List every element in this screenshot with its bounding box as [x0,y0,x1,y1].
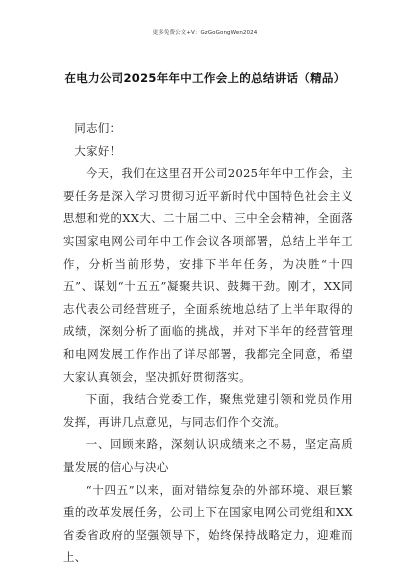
header-note: 更多免费公文+V：GzGoGongWen2024 [152,30,258,36]
greeting: 大家好！ [74,143,122,158]
paragraph: 下面，我结合党委工作，聚焦党建引领和党员作用发挥，再讲几点意见，与同志们作个交流。 [63,392,353,429]
document-body [63,117,353,569]
paragraph: 今天，我们在这里召开公司2025年年中工作会，主要任务是深入学习贯彻习近平新时代中国特色社会主义思想和党的XX大、二十届二中、三中全会精神，全面落实国家电网公司年中工作会议各项部署，总结上半年工作，分析当前形势，安排下半年任务，为决胜“十四五”、谋划“十五五”凝聚共识、鼓舞干劲。刚才，XX同志代表公司经营班子，全面系统地总结了上半年取得的成绩，深刻分析了面临的挑战，并对下半年的经营管理和电网发展工作作出了详尽部署，我都完全同意，希望大家认真领会，坚决抓好贯彻落实。 [63,166,353,384]
document-title: 在电力公司2025年年中工作会上的总结讲话（精品） [64,71,346,85]
salutation: 同志们： [74,121,122,135]
section-heading: 一、回顾来路，深刻认识成绩来之不易，坚定高质量发展的信心与决心 [63,437,353,474]
paragraph: “十四五”以来，面对错综复杂的外部环境、艰巨繁重的改革发展任务，公司上下在国家电网公司党组和XX省委省政府的坚强领导下，始终保持战略定力，迎难而上、 [63,482,353,565]
